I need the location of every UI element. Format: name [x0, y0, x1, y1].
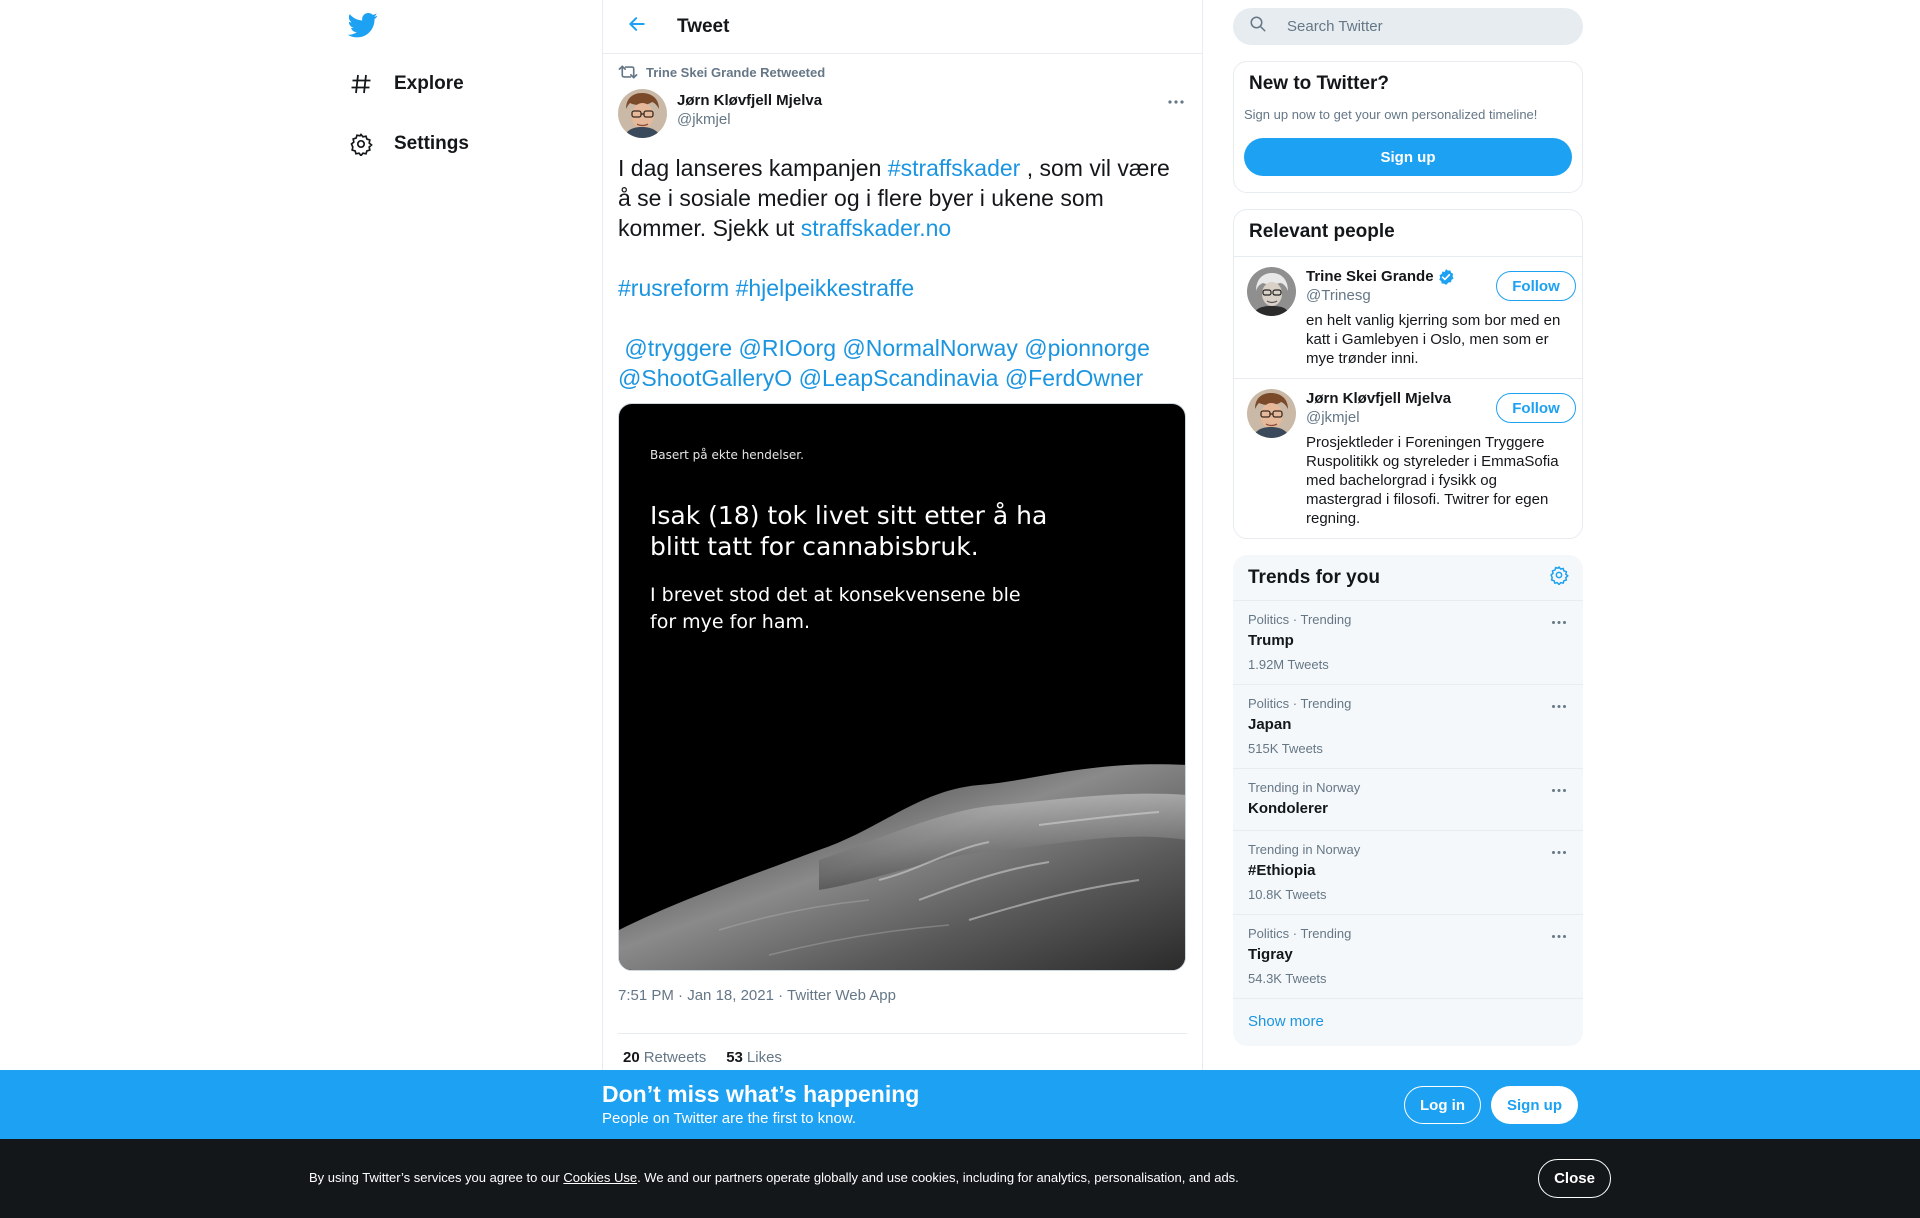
trend-context: Politics · Trending	[1248, 696, 1352, 711]
trend-item[interactable]	[1233, 915, 1583, 999]
cookies-use-link[interactable]: Cookies Use	[563, 1170, 638, 1185]
more-dots-icon[interactable]	[1549, 698, 1569, 714]
search-input[interactable]	[1287, 18, 1547, 35]
retweet-context	[618, 63, 1187, 81]
trend-item[interactable]	[1233, 601, 1583, 685]
tweet-date[interactable]: Jan 18, 2021	[687, 987, 774, 1004]
person-handle: @Trinesg	[1306, 287, 1371, 304]
signup-button[interactable]: Sign up	[1491, 1086, 1578, 1124]
trend-context: Politics · Trending	[1248, 926, 1352, 941]
tweet-timestamp: 7:51 PM · Jan 18, 2021 · Twitter Web App	[618, 987, 896, 1004]
trends-title: Trends for you	[1248, 566, 1380, 588]
retweet-icon	[618, 63, 638, 81]
more-dots-icon[interactable]	[1549, 928, 1569, 944]
cookie-text	[309, 1170, 1239, 1185]
back-button[interactable]	[619, 9, 655, 45]
person-bio: Prosjektleder i Foreningen Tryggere Ruspolitikk og styreleder i EmmaSofia med bachelorgrad i fysikk og mastergrad i filosofi. Twitrer for egen regning.	[1306, 434, 1559, 527]
new-to-twitter-subtitle: Sign up now to get your own personalized timeline!	[1244, 107, 1538, 122]
retweeted-by-text[interactable]: Trine Skei Grande Retweeted	[646, 64, 826, 80]
banner-title: Don’t miss what’s happening	[602, 1081, 920, 1107]
more-dots-icon[interactable]	[1549, 844, 1569, 860]
mention-link[interactable]: @pionnorge	[1024, 335, 1150, 361]
person-item[interactable]	[1234, 378, 1582, 538]
new-to-twitter-card	[1233, 61, 1583, 193]
person-bio: en helt vanlig kjerring som bor med en katt i Gamlebyen i Oslo, men som er mye trønder inni.	[1306, 312, 1561, 367]
tweet-text-part: , som vil være å se i sosiale medier og i flere byer i ukene som kommer. Sjekk ut	[618, 155, 1170, 241]
nav-settings[interactable]	[348, 124, 469, 164]
trend-name: #Ethiopia	[1248, 862, 1316, 879]
tweet-text-part: I dag lanseres kampanjen	[618, 155, 888, 181]
twitter-bird-icon[interactable]	[348, 10, 384, 46]
trend-count: 1.92M Tweets	[1248, 657, 1329, 672]
hashtag-link[interactable]: #hjelpeikkestraffe	[735, 275, 915, 301]
image-caption-small: Basert på ekte hendelser.	[650, 448, 804, 462]
verified-badge-icon	[1437, 268, 1455, 286]
retweets-label: Retweets	[643, 1049, 707, 1066]
image-subtext: I brevet stod det at konsekvensene ble for mye for ham.	[650, 584, 1021, 633]
avatar[interactable]	[1247, 267, 1296, 316]
main-header	[603, 0, 1202, 54]
more-dots-icon[interactable]	[1549, 614, 1569, 630]
trend-item[interactable]	[1233, 831, 1583, 915]
tweet-time[interactable]: 7:51 PM	[618, 987, 674, 1004]
signup-banner	[0, 1070, 1920, 1139]
person-name[interactable]: Trine Skei Grande	[1306, 268, 1434, 285]
trend-name: Trump	[1248, 632, 1294, 649]
nav-explore-label: Explore	[394, 73, 464, 94]
login-button[interactable]: Log in	[1404, 1086, 1481, 1124]
cookie-close-button[interactable]: Close	[1538, 1159, 1611, 1198]
hashtag-link[interactable]: #straffskader	[887, 155, 1021, 181]
hashtag-icon	[348, 71, 374, 97]
new-to-twitter-title: New to Twitter?	[1249, 73, 1390, 94]
tweet-more-button[interactable]	[1165, 91, 1187, 111]
banner-subtitle: People on Twitter are the first to know.	[602, 1110, 857, 1127]
cookie-text-after: . We and our partners operate globally and use cookies, including for analytics, personalisation, and ads.	[637, 1170, 1239, 1185]
trend-name: Kondolerer	[1248, 800, 1329, 817]
person-handle: @jkmjel	[1306, 409, 1360, 426]
tweet	[603, 63, 1202, 1081]
person-name[interactable]: Jørn Kløvfjell Mjelva	[1306, 390, 1452, 407]
search-icon	[1249, 15, 1267, 38]
cookie-bar	[0, 1139, 1920, 1218]
image-headline: Isak (18) tok livet sitt etter å ha blitt tatt for cannabisbruk.	[650, 501, 1048, 561]
trend-context: Politics · Trending	[1248, 612, 1352, 627]
more-dots-icon[interactable]	[1549, 782, 1569, 798]
trend-item[interactable]	[1233, 769, 1583, 831]
likes-label: Likes	[746, 1049, 782, 1066]
trends-header	[1233, 555, 1583, 601]
cookie-text-before: By using Twitter’s services you agree to our	[309, 1170, 564, 1185]
right-sidebar	[1233, 0, 1583, 1046]
trend-context: Trending in Norway	[1248, 780, 1361, 795]
arrow-left-icon	[627, 14, 647, 39]
mention-link[interactable]: @tryggere	[624, 335, 733, 361]
follow-button[interactable]: Follow	[1496, 393, 1576, 423]
mention-link[interactable]: @RIOorg	[738, 335, 836, 361]
mention-link[interactable]: @NormalNorway	[842, 335, 1018, 361]
mention-link[interactable]: @ShootGalleryO	[618, 365, 793, 391]
tweet-image[interactable]	[618, 403, 1186, 971]
person-item[interactable]	[1234, 256, 1582, 378]
nav-settings-label: Settings	[394, 133, 469, 154]
hashtag-link[interactable]: #rusreform	[618, 275, 730, 301]
tweet-text	[618, 153, 1187, 393]
author-handle[interactable]: @jkmjel	[677, 111, 731, 128]
follow-button[interactable]: Follow	[1496, 271, 1576, 301]
avatar[interactable]	[1247, 389, 1296, 438]
author-name[interactable]: Jørn Kløvfjell Mjelva	[677, 92, 823, 109]
sidebar-signup-button[interactable]: Sign up	[1244, 138, 1572, 176]
trend-name: Japan	[1248, 716, 1292, 733]
gear-icon	[348, 131, 374, 157]
show-more-link[interactable]: Show more	[1248, 1013, 1324, 1030]
likes-stat[interactable]	[726, 1049, 782, 1066]
trend-context: Trending in Norway	[1248, 842, 1361, 857]
gear-icon[interactable]	[1549, 565, 1569, 590]
trend-count: 54.3K Tweets	[1248, 971, 1327, 986]
trend-count: 515K Tweets	[1248, 741, 1323, 756]
nav-explore[interactable]	[348, 64, 464, 104]
avatar[interactable]	[618, 89, 667, 138]
retweets-stat[interactable]	[623, 1049, 706, 1066]
tweet-author	[618, 89, 1187, 139]
more-dots-icon	[1167, 92, 1185, 110]
mention-link[interactable]: @LeapScandinavia	[798, 365, 999, 391]
url-link[interactable]: straffskader.no	[800, 215, 952, 241]
main-column	[602, 0, 1203, 1218]
trend-count: 10.8K Tweets	[1248, 887, 1327, 902]
likes-count: 53	[726, 1049, 743, 1066]
retweets-count: 20	[623, 1049, 640, 1066]
search-bar	[1233, 8, 1583, 45]
mention-link[interactable]: @FerdOwner	[1004, 365, 1144, 391]
relevant-people-title: Relevant people	[1249, 221, 1395, 242]
page-title: Tweet	[677, 15, 730, 37]
trends-card	[1233, 555, 1583, 1046]
bed-sheet-illustration	[619, 730, 1186, 970]
tweet-source[interactable]: Twitter Web App	[787, 987, 896, 1004]
relevant-people-card	[1233, 209, 1583, 539]
trend-name: Tigray	[1248, 946, 1293, 963]
trend-item[interactable]	[1233, 685, 1583, 769]
